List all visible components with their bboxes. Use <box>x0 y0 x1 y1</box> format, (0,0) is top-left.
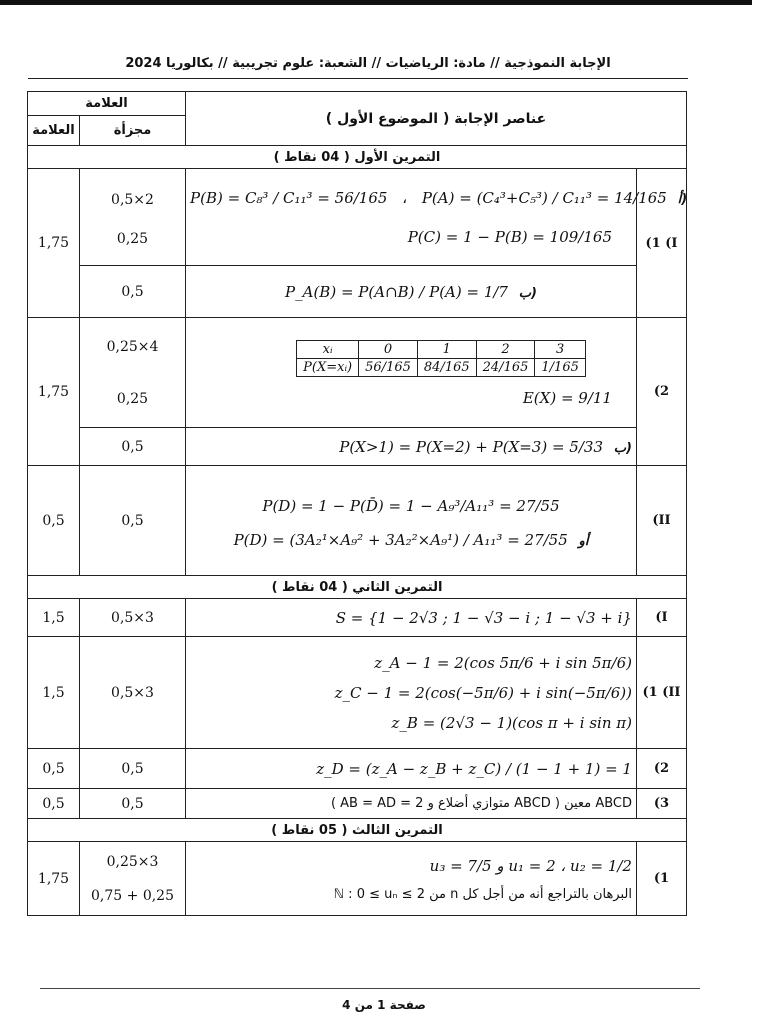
footer-rule <box>40 988 700 989</box>
ex1-q3-line2-wrap <box>190 531 632 549</box>
ex1-q2-expect: E(X) = 9/11 <box>522 389 612 407</box>
ex1-q3-line2: P(D) = (3A₂¹×A₉² + 3A₂²×A₉¹) / A₁₁³ = 27/55 <box>233 530 568 549</box>
ex3-r1-parts <box>80 842 186 916</box>
ex1-q1-b-tag: ب) <box>518 285 537 301</box>
ex1-q1-b-part: 0,5 <box>80 266 186 318</box>
ex3-r1-label: (1 <box>636 842 686 916</box>
ex2-r3-part: 0,5 <box>80 749 186 789</box>
ex2-r3-text: z_D = (z_A − z_B + z_C) / (1 − 1 + 1) = 1 <box>186 749 637 789</box>
ex2-r3-total: 0,5 <box>28 749 80 789</box>
ex2-r1-text: S = {1 − 2√3 ; 1 − √3 − i ; 1 − √3 + i} <box>186 599 637 637</box>
ex1-q2-b-part: 0,5 <box>80 428 186 466</box>
ex3-r1-l2: البرهان بالتراجع أنه من أجل كل n من ℕ : 0 ≤ uₙ ≤ 2 <box>333 887 632 902</box>
ex2-r2-body <box>186 637 637 749</box>
ex1-q2-total: 1,75 <box>28 318 80 466</box>
ex2-r2-l3: z_B = (2√3 − 1)(cos π + i sin π) <box>391 713 632 732</box>
ex2-r4-label: (3 <box>636 789 686 819</box>
ex2-r2-l1: z_A − 1 = 2(cos 5π/6 + i sin 5π/6) <box>374 653 632 672</box>
ex1-q1-total: 1,75 <box>28 169 80 318</box>
distribution-table <box>296 340 586 377</box>
dist-row-1: 56/165 <box>359 359 418 377</box>
ex2-r4-text: ABCD معين ( ABCD متوازي أضلاع و AB = AD = 2 ) <box>186 789 637 819</box>
dist-row-3: 24/165 <box>476 359 535 377</box>
ex1-q1-pb: P(B) = C₈³ / C₁₁³ = 56/165 <box>190 188 388 207</box>
ex2-title: التمرين الثاني ( 04 نقاط ) <box>28 576 687 599</box>
ex1-q1-pa: P(A) = (C₄³+C₅³) / C₁₁³ = 14/165 <box>421 188 667 207</box>
ex1-q1-part1: 0,5×2 <box>111 192 154 208</box>
ex3-r1-total: 1,75 <box>28 842 80 916</box>
ex2-r2-total: 1,5 <box>28 637 80 749</box>
answer-table <box>27 91 687 916</box>
ex3-r1-part2: 0,75 + 0,25 <box>91 887 174 904</box>
ex3-title: التمرين الثالث ( 05 نقاط ) <box>28 819 687 842</box>
dist-head-3: 2 <box>476 341 535 359</box>
ex1-q3-total: 0,5 <box>28 466 80 576</box>
ex2-r1-part: 0,5×3 <box>80 599 186 637</box>
ex1-q1-a-line1 <box>190 186 688 210</box>
header-rule <box>28 78 688 79</box>
ex1-q2-body <box>186 318 637 428</box>
dist-head-1: 0 <box>359 341 418 359</box>
ex1-q2-part2: 0,25 <box>116 390 149 407</box>
ex2-r3-label: (2 <box>636 749 686 789</box>
ex1-q2-parts <box>80 318 186 428</box>
ex2-r4-total: 0,5 <box>28 789 80 819</box>
ex3-r1-part1: 0,25×3 <box>106 853 159 870</box>
ex1-q3-or: أو <box>578 533 589 549</box>
ex1-q1-b-body <box>186 266 637 318</box>
ex1-q1-pc: P(C) = 1 − P(B) = 109/165 <box>407 227 612 246</box>
ex1-q2-label: (2 <box>636 318 686 466</box>
ex1-q1-a-tag: أ) <box>677 191 688 207</box>
ex2-r2-l2: z_C − 1 = 2(cos(−5π/6) + i sin(−5π/6)) <box>334 683 632 702</box>
ex3-r1-l1: u₁ = 2 ، u₂ = 1/2 و u₃ = 7/5 <box>429 857 632 875</box>
elements-header: عناصر الإجابة ( الموضوع الأول ) <box>186 92 687 146</box>
dist-row-2: 84/165 <box>417 359 476 377</box>
ex1-q3-part: 0,5 <box>80 466 186 576</box>
ex2-r2-label: (1 (II <box>636 637 686 749</box>
page-header: الإجابة النموذجية // مادة: الرياضيات // الشعبة: علوم تجريبية // بكالوريا 2024 <box>125 56 611 71</box>
ex2-r1-label: (I <box>636 599 686 637</box>
ex1-q3-body <box>186 466 637 576</box>
ex1-q2-b-body <box>186 428 637 466</box>
page-footer: صفحة 1 من 4 <box>342 998 426 1012</box>
ex1-q2-b-text: P(X>1) = P(X=2) + P(X=3) = 5/33 <box>339 437 603 456</box>
total-header: العلامة <box>28 116 80 146</box>
top-rule <box>0 0 752 5</box>
grade-group-header: العلامة <box>28 92 186 116</box>
ex1-q1-label: (1 (I <box>636 169 686 318</box>
ex1-title: التمرين الأول ( 04 نقاط ) <box>28 146 687 169</box>
ex1-q1-parts <box>80 169 186 266</box>
dist-head-0: xᵢ <box>297 341 359 359</box>
ex1-q1-sep: ، <box>402 188 408 207</box>
ex1-q3-label: (II <box>636 466 686 576</box>
ex1-q2-b-tag: ب) <box>613 440 632 456</box>
partial-header: مجزأة <box>80 116 186 146</box>
ex3-r1-body <box>186 842 637 916</box>
dist-head-2: 1 <box>417 341 476 359</box>
ex2-r4-part: 0,5 <box>80 789 186 819</box>
ex1-q2-part1: 0,25×4 <box>106 338 159 355</box>
ex2-r2-part: 0,5×3 <box>80 637 186 749</box>
dist-head-4: 3 <box>535 341 585 359</box>
ex1-q3-line1: P(D) = 1 − P(D̄) = 1 − A₉³/A₁₁³ = 27/55 <box>262 496 560 515</box>
ex1-q1-part2: 0,25 <box>116 231 149 247</box>
dist-row-0: P(X=xᵢ) <box>297 359 359 377</box>
ex2-r1-total: 1,5 <box>28 599 80 637</box>
dist-row-4: 1/165 <box>535 359 585 377</box>
ex1-q1-b-text: P_A(B) = P(A∩B) / P(A) = 1/7 <box>285 282 508 301</box>
